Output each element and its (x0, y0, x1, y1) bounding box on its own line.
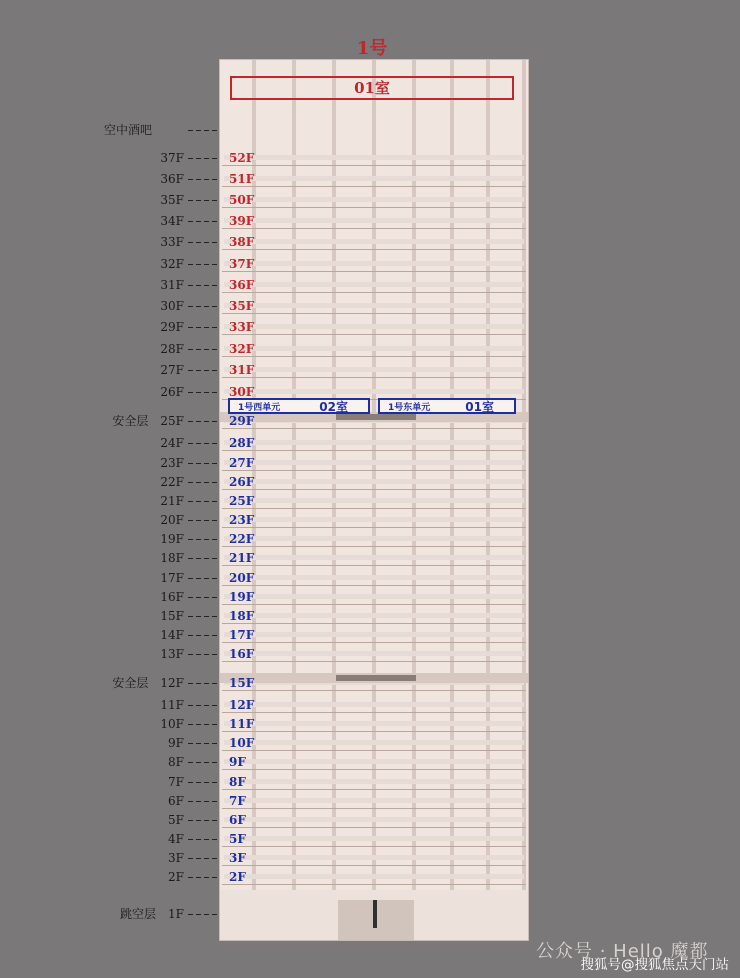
window-band (224, 536, 524, 541)
physical-floor: 8F (168, 755, 184, 769)
leader-dash (188, 683, 220, 684)
leader-dash (188, 370, 220, 371)
window-band (224, 479, 524, 484)
floor-line (222, 827, 526, 828)
floor-label (100, 299, 184, 313)
floor-line (222, 884, 526, 885)
physical-floor: 14F (160, 628, 184, 642)
floor-line (222, 750, 526, 751)
floor-line (222, 228, 526, 229)
physical-floor: 32F (160, 257, 184, 271)
marketed-floor: 6F (229, 813, 246, 827)
leader-dash (188, 242, 220, 243)
marketed-floor: 17F (229, 628, 255, 642)
leader-dash (188, 801, 220, 802)
window-band (224, 613, 524, 618)
marketed-floor: 19F (229, 590, 255, 604)
window-band (224, 702, 524, 707)
marketed-floor: 27F (229, 456, 255, 470)
floor-line (222, 377, 526, 378)
physical-floor: 16F (160, 590, 184, 604)
floor-label (100, 851, 184, 865)
floor-line (222, 769, 526, 770)
floor-line (222, 642, 526, 643)
marketed-floor: 25F (229, 494, 255, 508)
floor-label (100, 590, 184, 604)
physical-floor: 35F (160, 193, 184, 207)
floor-line (222, 207, 526, 208)
window-band (224, 759, 524, 764)
floor-label (100, 813, 184, 827)
floor-label (100, 151, 184, 165)
leader-dash (188, 762, 220, 763)
physical-floor: 18F (160, 551, 184, 565)
floor-line (222, 585, 526, 586)
floor-note: 空中酒吧 (103, 123, 152, 137)
leader-dash (188, 200, 220, 201)
marketed-floor: 38F (229, 235, 255, 249)
marketed-floor: 12F (229, 698, 255, 712)
window-band (224, 836, 524, 841)
window-band (224, 197, 524, 202)
physical-floor: 34F (160, 214, 184, 228)
refuge-shadow (336, 414, 416, 420)
leader-dash (188, 705, 220, 706)
marketed-floor: 16F (229, 647, 255, 661)
physical-floor: 21F (160, 494, 184, 508)
physical-floor: 26F (160, 385, 184, 399)
floor-label (100, 907, 184, 921)
floor-label (100, 456, 184, 470)
window-band (224, 651, 524, 656)
window-band (224, 721, 524, 726)
window-band (224, 740, 524, 745)
floor-label (100, 832, 184, 846)
marketed-floor: 15F (229, 676, 255, 690)
leader-dash (188, 392, 220, 393)
leader-dash (188, 501, 220, 502)
marketed-floor: 35F (229, 299, 255, 313)
leader-dash (188, 130, 220, 131)
physical-floor: 4F (168, 832, 184, 846)
floor-line (222, 546, 526, 547)
marketed-floor: 37F (229, 257, 255, 271)
window-band (224, 346, 524, 351)
floor-label (100, 647, 184, 661)
marketed-floor: 20F (229, 571, 255, 585)
floor-line (222, 470, 526, 471)
physical-floor: 5F (168, 813, 184, 827)
leader-dash (188, 285, 220, 286)
watermark-wechat: 公众号 · Hello 魔都 (536, 941, 709, 962)
floor-label (100, 278, 184, 292)
floor-line (222, 356, 526, 357)
floor-line (222, 186, 526, 187)
leader-dash (188, 306, 220, 307)
window-band (224, 517, 524, 522)
leader-dash (188, 158, 220, 159)
marketed-floor: 7F (229, 794, 246, 808)
marketed-floor: 23F (229, 513, 255, 527)
window-band (224, 817, 524, 822)
floor-note: 跳空层 (120, 907, 157, 921)
floor-label (100, 609, 184, 623)
leader-dash (188, 443, 220, 444)
floor-note: 安全层 (112, 414, 149, 428)
leader-dash (188, 578, 220, 579)
floor-line (222, 846, 526, 847)
window-band (224, 779, 524, 784)
leader-dash (188, 264, 220, 265)
floor-line (222, 865, 526, 866)
floor-label (100, 551, 184, 565)
floor-label (100, 494, 184, 508)
lobby-entrance (338, 900, 414, 940)
leader-dash (188, 482, 220, 483)
window-band (224, 367, 524, 372)
floor-label (100, 513, 184, 527)
floor-label (100, 193, 184, 207)
refuge-shadow (336, 675, 416, 681)
leader-dash (188, 654, 220, 655)
window-band (224, 498, 524, 503)
marketed-floor: 51F (229, 172, 255, 186)
floor-line (222, 565, 526, 566)
marketed-floor: 32F (229, 342, 255, 356)
floor-label (100, 676, 184, 690)
floor-label (100, 385, 184, 399)
leader-dash (188, 782, 220, 783)
physical-floor: 28F (160, 342, 184, 356)
floor-line (222, 661, 526, 662)
floor-label (100, 532, 184, 546)
leader-dash (188, 724, 220, 725)
marketed-floor: 28F (229, 436, 255, 450)
marketed-floor: 31F (229, 363, 255, 377)
floor-line (222, 527, 526, 528)
physical-floor: 1F (168, 907, 184, 921)
window-band (224, 632, 524, 637)
floor-line (222, 690, 526, 691)
physical-floor: 24F (160, 436, 184, 450)
floor-label (80, 123, 164, 137)
physical-floor: 19F (160, 532, 184, 546)
floor-line (222, 489, 526, 490)
leader-dash (188, 349, 220, 350)
floor-label (100, 436, 184, 450)
window-band (224, 855, 524, 860)
physical-floor: 22F (160, 475, 184, 489)
physical-floor: 30F (160, 299, 184, 313)
floor-label (100, 320, 184, 334)
floor-label (100, 775, 184, 789)
east-unit-box (378, 398, 516, 414)
floor-label (100, 794, 184, 808)
east-unit-name: 1号东单元 (388, 402, 431, 413)
marketed-floor: 29F (229, 414, 255, 428)
floor-label (100, 755, 184, 769)
window-band (224, 389, 524, 394)
floor-label (100, 870, 184, 884)
floor-line (222, 313, 526, 314)
window-band (224, 460, 524, 465)
floor-line (222, 808, 526, 809)
floor-label (100, 698, 184, 712)
marketed-floor: 22F (229, 532, 255, 546)
floor-label (100, 736, 184, 750)
floor-line (222, 428, 526, 429)
window-band (224, 440, 524, 445)
window-band (224, 798, 524, 803)
physical-floor: 37F (160, 151, 184, 165)
floor-label (100, 717, 184, 731)
floor-label (100, 363, 184, 377)
leader-dash (188, 597, 220, 598)
leader-dash (188, 421, 220, 422)
window-band (224, 239, 524, 244)
leader-dash (188, 539, 220, 540)
leader-dash (188, 463, 220, 464)
physical-floor: 33F (160, 235, 184, 249)
leader-dash (188, 877, 220, 878)
floor-label (100, 172, 184, 186)
marketed-floor: 2F (229, 870, 246, 884)
window-band (224, 303, 524, 308)
west-unit-room: 02室 (319, 399, 348, 414)
marketed-floor: 11F (229, 717, 255, 731)
window-band (224, 282, 524, 287)
floor-label (100, 235, 184, 249)
physical-floor: 17F (160, 571, 184, 585)
physical-floor: 20F (160, 513, 184, 527)
east-unit-room: 01室 (465, 399, 494, 414)
marketed-floor: 21F (229, 551, 255, 565)
floor-line (222, 334, 526, 335)
tower-base (220, 890, 528, 940)
leader-dash (188, 743, 220, 744)
physical-floor: 27F (160, 363, 184, 377)
leader-dash (188, 616, 220, 617)
physical-floor: 12F (160, 676, 184, 690)
floor-label (100, 475, 184, 489)
floor-line (222, 271, 526, 272)
physical-floor: 15F (160, 609, 184, 623)
leader-dash (188, 820, 220, 821)
window-band (224, 324, 524, 329)
leader-dash (188, 520, 220, 521)
roof-unit-label: 01室 (230, 76, 514, 100)
leader-dash (188, 839, 220, 840)
physical-floor: 36F (160, 172, 184, 186)
marketed-floor: 36F (229, 278, 255, 292)
marketed-floor: 50F (229, 193, 255, 207)
physical-floor: 10F (160, 717, 184, 731)
physical-floor: 9F (168, 736, 184, 750)
marketed-floor: 8F (229, 775, 246, 789)
physical-floor: 11F (160, 698, 184, 712)
window-band (224, 594, 524, 599)
marketed-floor: 52F (229, 151, 255, 165)
physical-floor: 2F (168, 870, 184, 884)
marketed-floor: 18F (229, 609, 255, 623)
building-title: 1号 (356, 38, 388, 59)
window-band (224, 874, 524, 879)
floor-line (222, 508, 526, 509)
floor-label (100, 257, 184, 271)
floor-line (222, 249, 526, 250)
floor-label (100, 342, 184, 356)
floor-label (100, 628, 184, 642)
marketed-floor: 33F (229, 320, 255, 334)
floor-line (222, 292, 526, 293)
window-band (224, 176, 524, 181)
marketed-floor: 30F (229, 385, 255, 399)
leader-dash (188, 558, 220, 559)
leader-dash (188, 914, 220, 915)
window-band (224, 155, 524, 160)
floor-line (222, 623, 526, 624)
leader-dash (188, 179, 220, 180)
watermark-sohu: 搜狐号@搜狐焦点天门站 (580, 957, 729, 973)
marketed-floor: 26F (229, 475, 255, 489)
marketed-floor: 39F (229, 214, 255, 228)
window-band (224, 555, 524, 560)
window-band (224, 261, 524, 266)
floor-line (222, 450, 526, 451)
physical-floor: 6F (168, 794, 184, 808)
marketed-floor: 10F (229, 736, 255, 750)
physical-floor: 3F (168, 851, 184, 865)
floor-label (100, 214, 184, 228)
floor-line (222, 731, 526, 732)
floor-line (222, 604, 526, 605)
floor-label (100, 414, 184, 428)
physical-floor: 7F (168, 775, 184, 789)
window-band (224, 575, 524, 580)
leader-dash (188, 858, 220, 859)
west-unit-box (228, 398, 370, 414)
physical-floor: 23F (160, 456, 184, 470)
leader-dash (188, 327, 220, 328)
floor-line (222, 165, 526, 166)
leader-dash (188, 635, 220, 636)
physical-floor: 13F (160, 647, 184, 661)
window-band (224, 218, 524, 223)
physical-floor: 29F (160, 320, 184, 334)
floor-note: 安全层 (112, 676, 149, 690)
floor-label (100, 571, 184, 585)
marketed-floor: 3F (229, 851, 246, 865)
floor-line (222, 789, 526, 790)
leader-dash (188, 221, 220, 222)
floor-line (222, 712, 526, 713)
west-unit-name: 1号西单元 (238, 402, 281, 413)
physical-floor: 25F (160, 414, 184, 428)
marketed-floor: 9F (229, 755, 246, 769)
physical-floor: 31F (160, 278, 184, 292)
marketed-floor: 5F (229, 832, 246, 846)
refuge-floor-band (220, 673, 528, 683)
